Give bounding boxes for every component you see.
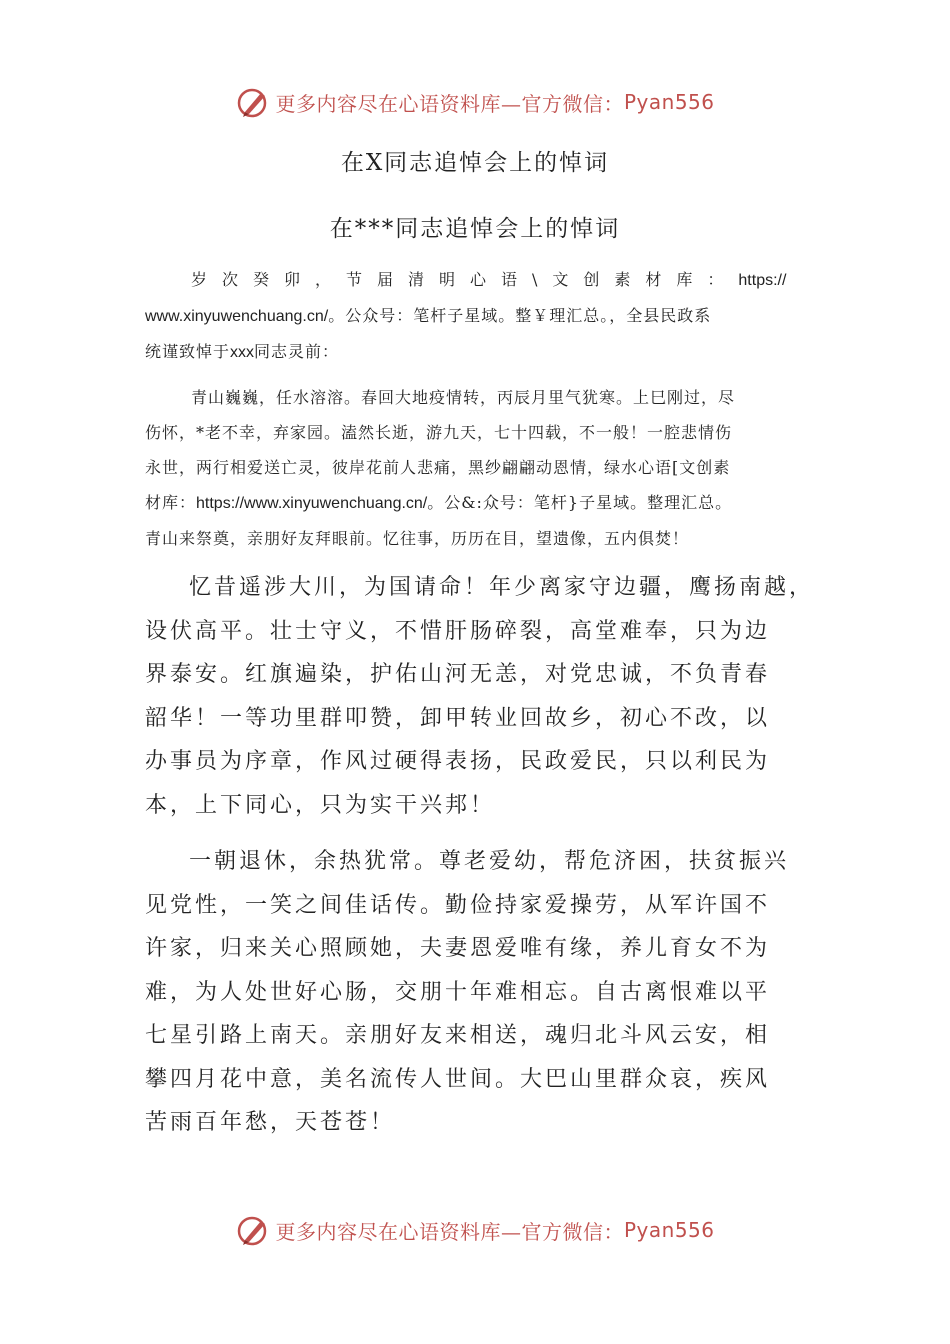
- retirement-line: 见党性，一笑之间佳话传。勤俭持家爱操劳，从军许国不: [145, 892, 771, 918]
- career-line: 本，上下同心，只为实干兴邦！: [145, 792, 496, 818]
- eulogy-opening-paragraph: [145, 380, 805, 556]
- footer-banner: [0, 1212, 950, 1248]
- banner-handle: Pyan556: [623, 90, 715, 114]
- opening-url: https://www.xinyuwenchuang.cn/: [196, 495, 428, 512]
- opening-line-5: 青山来祭奠，亲朋好友拜眼前。忆往事，历历在目，望遗像，五内俱焚！: [145, 529, 690, 548]
- intro-url-prefix: https://: [738, 272, 787, 289]
- career-paragraph: [145, 566, 815, 827]
- retirement-line: 难，为人处世好心肠，交朋十年难相忘。自古离恨难以平: [145, 979, 771, 1005]
- career-line: 韶华！一等功里群叩赞，卸甲转业回故乡，初心不改，以: [145, 705, 771, 731]
- retirement-line: 苦雨百年愁，天苍苍！: [145, 1110, 396, 1135]
- document-subtitle: 在***同志追悼会上的悼词: [329, 216, 621, 242]
- intro-line-3: 统谨致悼于xxx同志灵前：: [145, 342, 340, 361]
- career-line: 设伏高平。壮士守义，不惜肝肠碎裂，高堂难奉，只为边: [145, 618, 771, 644]
- pen-circle-icon: [235, 1212, 271, 1248]
- opening-line-4: 材库：https://www.xinyuwenchuang.cn/。公&:众号：笔杆}子星域。整理汇总。: [145, 493, 733, 512]
- opening-line-2: 伤怀，*老不幸，弃家园。溘然长逝，游九天，七十四载，不一般！一腔悲情伤: [145, 423, 733, 442]
- retirement-line: 攀四月花中意，美名流传人世间。大巴山里群众哀，疾风: [145, 1066, 771, 1092]
- retirement-line: 许家，归来关心照顾她，夫妻恩爱唯有缘，养儿育女不为: [145, 936, 771, 961]
- career-line: 界泰安。红旗遍染，护佑山河无恙，对党忠诚，不负青春: [145, 662, 771, 687]
- intro-line-2: www.xinyuwenchuang.cn/。公众号：笔杆子星域。整￥理汇总。，全县民政系: [145, 306, 712, 325]
- intro-line-1: 岁次癸卯，节届清明心语\文创素材库：https://: [191, 270, 787, 289]
- career-line: 办事员为序章，作风过硬得表扬，民政爱民，只以利民为: [145, 749, 771, 774]
- intro-paragraph: [145, 262, 805, 370]
- header-banner: [0, 84, 950, 120]
- pen-circle-icon: [235, 84, 271, 120]
- retirement-paragraph: [145, 840, 815, 1145]
- opening-line-3: 永世，两行相爱送亡灵，彼岸花前人悲痛，黑纱翩翩动恩情，绿水心语[文创素: [145, 458, 731, 477]
- banner-handle: Pyan556: [623, 1218, 715, 1242]
- career-line: 忆昔遥涉大川，为国请命！年少离家守边疆，鹰扬南越，: [189, 575, 815, 600]
- intro-url: www.xinyuwenchuang.cn/: [145, 308, 329, 325]
- banner-text: 更多内容尽在心语资料库—官方微信：: [275, 91, 624, 116]
- retirement-line: 七星引路上南天。亲朋好友来相送，魂归北斗风云安，相: [145, 1023, 771, 1048]
- banner-text: 更多内容尽在心语资料库—官方微信：: [275, 1219, 624, 1244]
- document-title: 在X同志追悼会上的悼词: [340, 150, 610, 176]
- retirement-line: 一朝退休，余热犹常。尊老爱幼，帮危济困，扶贫振兴: [189, 849, 790, 874]
- opening-line-1: 青山巍巍，任水溶溶。春回大地疫情转，丙辰月里气犹寒。上巳刚过，尽: [191, 388, 736, 407]
